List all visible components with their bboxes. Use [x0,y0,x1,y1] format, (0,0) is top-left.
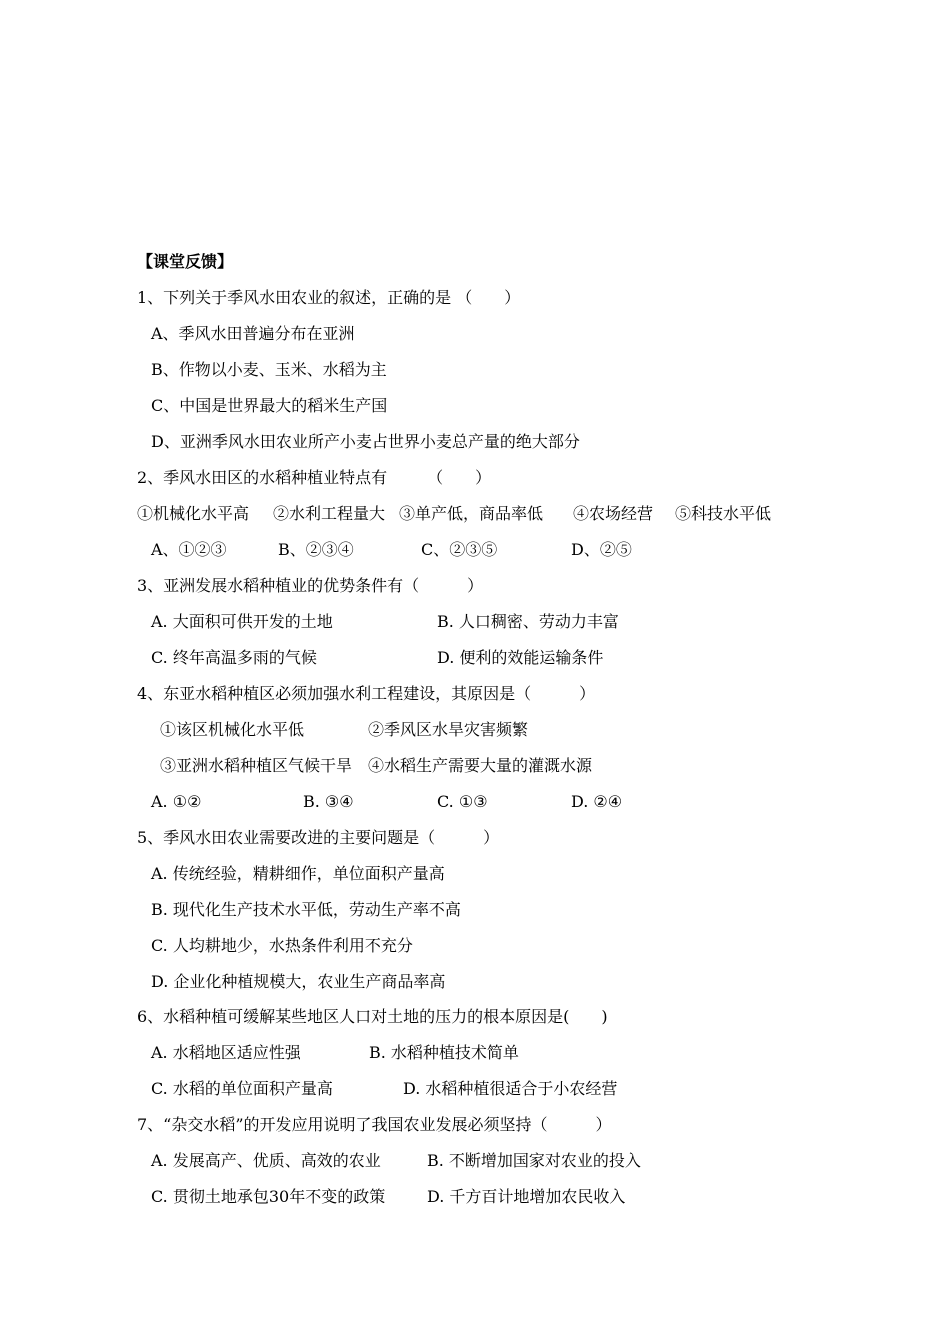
question-4-option-c: C. ①③ [437,792,488,811]
question-7-option-d: D. 千方百计地增加农民收入 [427,1187,626,1206]
question-4-statement-4: ④水稻生产需要大量的灌溉水源 [368,756,593,775]
statement-1: ①机械化水平高 [137,504,250,523]
question-6-option-c: C. 水稻的单位面积产量高 [151,1079,333,1098]
question-7-option-c: C. 贯彻土地承包30年不变的政策 [151,1187,386,1206]
question-6-option-a: A. 水稻地区适应性强 [151,1043,301,1062]
question-4-statement-3: ③亚洲水稻种植区气候干旱 [160,756,353,775]
question-6-option-b: B. 水稻种植技术简单 [369,1043,519,1062]
question-3-option-d: D. 便利的效能运输条件 [437,648,604,667]
question-5-option-d: D. 企业化种植规模大，农业生产商品率高 [151,972,446,991]
statement-5: ⑤科技水平低 [675,504,772,523]
question-7-option-b: B. 不断增加国家对农业的投入 [427,1151,641,1170]
question-7-options-row-1 [151,1151,801,1171]
question-6-option-d: D. 水稻种植很适合于小农经营 [403,1079,618,1098]
question-4-statement-2: ②季风区水旱灾害频繁 [368,720,529,739]
question-3-options-row-2 [151,648,801,668]
question-1-option-d: D、亚洲季风水田农业所产小麦占世界小麦总产量的绝大部分 [151,432,580,451]
question-4-option-d: D. ②④ [571,792,623,811]
question-3-option-b: B. 人口稠密、劳动力丰富 [437,612,619,631]
question-4-statements-row-2 [160,756,810,776]
question-7-stem: 7、“杂交水稻”的开发应用说明了我国农业发展必须坚持（ ） [137,1115,612,1134]
question-2-statements [137,504,837,524]
question-1-stem: 1、下列关于季风水田农业的叙述，正确的是 （ ） [137,288,521,307]
question-4-option-a: A. ①② [151,792,202,811]
question-3-option-c: C. 终年高温多雨的气候 [151,648,317,667]
statement-4: ④农场经营 [573,504,654,523]
question-1-option-a: A、季风水田普遍分布在亚洲 [151,324,355,343]
question-6-options-row-1 [151,1043,801,1063]
question-4-statement-1: ①该区机械化水平低 [160,720,305,739]
section-title: 【课堂反馈】 [137,252,234,271]
question-1-option-c: C、中国是世界最大的稻米生产国 [151,396,388,415]
question-7-options-row-2 [151,1187,801,1207]
question-3-stem: 3、亚洲发展水稻种植业的优势条件有（ ） [137,576,484,595]
question-5-option-c: C. 人均耕地少，水热条件利用不充分 [151,936,413,955]
statement-3: ③单产低，商品率低 [399,504,544,523]
question-2-option-a: A、①②③ [151,540,227,559]
question-6-options-row-2 [151,1079,801,1099]
question-5-option-a: A. 传统经验，精耕细作，单位面积产量高 [151,864,445,883]
question-2-stem: 2、季风水田区的水稻种植业特点有 （ ） [137,468,492,487]
question-1-option-b: B、作物以小麦、玉米、水稻为主 [151,360,387,379]
question-2-option-b: B、②③④ [278,540,354,559]
question-5-option-b: B. 现代化生产技术水平低，劳动生产率不高 [151,900,461,919]
question-2-option-d: D、②⑤ [571,540,632,559]
question-2-options [151,540,801,560]
question-3-option-a: A. 大面积可供开发的土地 [151,612,333,631]
question-4-option-b: B. ③④ [303,792,354,811]
question-2-option-c: C、②③⑤ [421,540,498,559]
question-3-options-row-1 [151,612,801,632]
question-6-stem: 6、水稻种植可缓解某些地区人口对土地的压力的根本原因是( ) [137,1007,608,1026]
statement-2: ②水利工程量大 [273,504,386,523]
question-4-stem: 4、东亚水稻种植区必须加强水利工程建设，其原因是（ ） [137,684,596,703]
question-5-stem: 5、季风水田农业需要改进的主要问题是（ ） [137,828,500,847]
question-4-statements-row-1 [160,720,810,740]
question-7-option-a: A. 发展高产、优质、高效的农业 [151,1151,381,1170]
question-4-options [151,792,801,812]
